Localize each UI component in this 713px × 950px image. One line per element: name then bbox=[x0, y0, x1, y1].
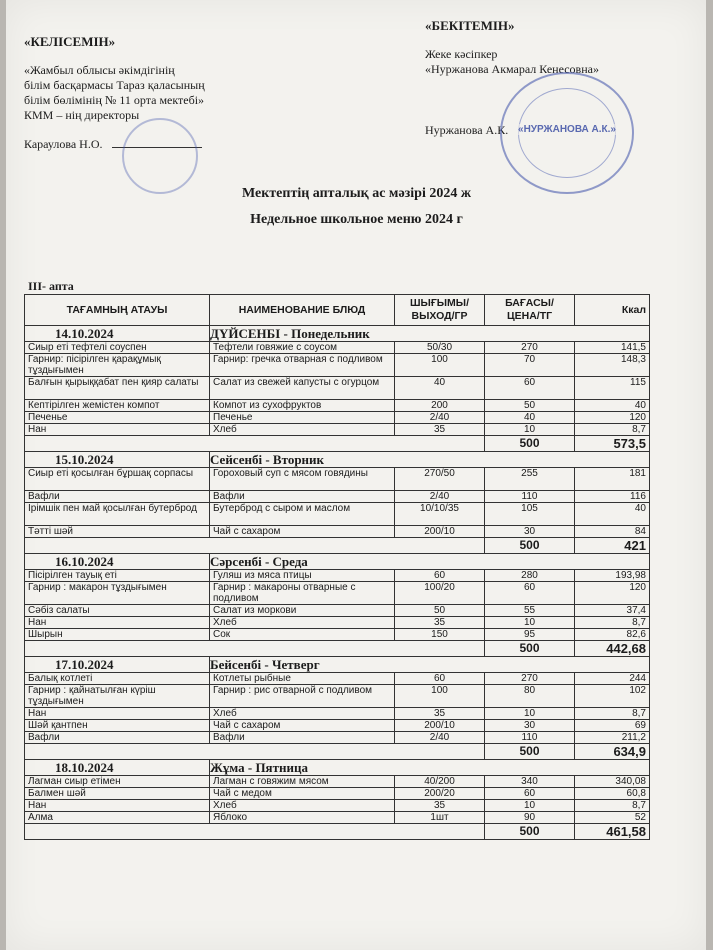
dish-kcal: 244 bbox=[575, 673, 650, 685]
dish-name-kz: Нан bbox=[25, 617, 210, 629]
total-price: 500 bbox=[485, 824, 575, 840]
dish-price: 60 bbox=[485, 788, 575, 800]
dish-name-ru: Хлеб bbox=[210, 800, 395, 812]
dish-name-kz: Сиыр еті қосылған бұршақ сорпасы bbox=[25, 468, 210, 491]
dish-output: 150 bbox=[395, 629, 485, 641]
dish-output: 200/10 bbox=[395, 526, 485, 538]
dish-output: 200/10 bbox=[395, 720, 485, 732]
dish-name-kz: Шырын bbox=[25, 629, 210, 641]
dish-price: 110 bbox=[485, 491, 575, 503]
dish-price: 10 bbox=[485, 708, 575, 720]
day-header-row bbox=[25, 326, 650, 342]
dish-name-kz: Ірімшік пен май қосылған бутерброд bbox=[25, 503, 210, 526]
table-row bbox=[25, 605, 650, 617]
table-row bbox=[25, 354, 650, 377]
dish-name-ru: Гарнир : макароны отварные с подливом bbox=[210, 582, 395, 605]
dish-name-ru: Салат из свежей капусты с огурцом bbox=[210, 377, 395, 400]
title-kazakh: Мектептің апталық ас мәзірі 2024 ж bbox=[241, 186, 471, 201]
left-org-line-1: «Жамбыл облысы әкімдігінің bbox=[24, 63, 175, 77]
dish-name-ru: Салат из моркови bbox=[210, 605, 395, 617]
total-price: 500 bbox=[485, 538, 575, 554]
left-org-line-4: КММ – нің директоры bbox=[24, 108, 140, 122]
dish-name-ru: Чай с сахаром bbox=[210, 720, 395, 732]
dish-output: 2/40 bbox=[395, 491, 485, 503]
day-name: Жұма - Пятница bbox=[210, 760, 650, 776]
dish-name-ru: Яблоко bbox=[210, 812, 395, 824]
dish-name-ru: Котлеты рыбные bbox=[210, 673, 395, 685]
total-price: 500 bbox=[485, 744, 575, 760]
dish-kcal: 8,7 bbox=[575, 424, 650, 436]
table-row bbox=[25, 377, 650, 400]
dish-kcal: 37,4 bbox=[575, 605, 650, 617]
dish-name-kz: Нан bbox=[25, 424, 210, 436]
dish-output: 35 bbox=[395, 800, 485, 812]
stamp-label: «НУРЖАНОВА А.К.» bbox=[512, 124, 622, 135]
day-total-row bbox=[25, 744, 650, 760]
dish-name-ru: Гарнир: гречка отварная с подливом bbox=[210, 354, 395, 377]
dish-name-kz: Вафли bbox=[25, 732, 210, 744]
dish-name-ru: Сок bbox=[210, 629, 395, 641]
table-row bbox=[25, 503, 650, 526]
dish-price: 340 bbox=[485, 776, 575, 788]
table-row bbox=[25, 400, 650, 412]
table-row bbox=[25, 812, 650, 824]
day-name: Сейсенбі - Вторник bbox=[210, 452, 650, 468]
table-row bbox=[25, 708, 650, 720]
header-name-ru: НАИМЕНОВАНИЕ БЛЮД bbox=[210, 295, 395, 326]
dish-kcal: 141,5 bbox=[575, 342, 650, 354]
dish-price: 10 bbox=[485, 424, 575, 436]
total-kcal: 573,5 bbox=[575, 436, 650, 452]
dish-name-kz: Нан bbox=[25, 708, 210, 720]
dish-kcal: 116 bbox=[575, 491, 650, 503]
total-empty bbox=[25, 824, 485, 840]
dish-name-ru: Компот из сухофруктов bbox=[210, 400, 395, 412]
dish-name-kz: Тәтті шәй bbox=[25, 526, 210, 538]
header-output: ШЫҒЫМЫ/ ВЫХОД/ГР bbox=[395, 295, 485, 326]
dish-output: 50/30 bbox=[395, 342, 485, 354]
total-kcal: 634,9 bbox=[575, 744, 650, 760]
total-price: 500 bbox=[485, 436, 575, 452]
table-row bbox=[25, 582, 650, 605]
table-row bbox=[25, 685, 650, 708]
day-date: 15.10.2024 bbox=[25, 452, 210, 468]
dish-output: 50 bbox=[395, 605, 485, 617]
dish-output: 60 bbox=[395, 673, 485, 685]
right-heading: «БЕКІТЕМІН» bbox=[425, 18, 515, 33]
dish-name-kz: Балық котлеті bbox=[25, 673, 210, 685]
dish-name-ru: Лагман с говяжим мясом bbox=[210, 776, 395, 788]
table-row bbox=[25, 673, 650, 685]
dish-name-kz: Шәй қантпен bbox=[25, 720, 210, 732]
dish-output: 270/50 bbox=[395, 468, 485, 491]
total-kcal: 421 bbox=[575, 538, 650, 554]
dish-name-ru: Чай с медом bbox=[210, 788, 395, 800]
dish-name-kz: Балғын қырыққабат пен қияр салаты bbox=[25, 377, 210, 400]
dish-output: 100 bbox=[395, 354, 485, 377]
day-date: 18.10.2024 bbox=[25, 760, 210, 776]
dish-name-ru: Хлеб bbox=[210, 617, 395, 629]
table-row bbox=[25, 776, 650, 788]
dish-price: 55 bbox=[485, 605, 575, 617]
dish-output: 35 bbox=[395, 708, 485, 720]
table-row bbox=[25, 570, 650, 582]
day-header-row bbox=[25, 760, 650, 776]
day-date: 14.10.2024 bbox=[25, 326, 210, 342]
table-row bbox=[25, 468, 650, 491]
dish-output: 1шт bbox=[395, 812, 485, 824]
dish-kcal: 193,98 bbox=[575, 570, 650, 582]
round-stamp-right bbox=[500, 72, 634, 194]
table-row bbox=[25, 800, 650, 812]
total-empty bbox=[25, 436, 485, 452]
dish-kcal: 84 bbox=[575, 526, 650, 538]
dish-output: 100 bbox=[395, 685, 485, 708]
dish-output: 100/20 bbox=[395, 582, 485, 605]
dish-name-kz: Сиыр еті тефтелі соуспен bbox=[25, 342, 210, 354]
dish-output: 200 bbox=[395, 400, 485, 412]
dish-name-kz: Балмен шәй bbox=[25, 788, 210, 800]
dish-price: 95 bbox=[485, 629, 575, 641]
table-row bbox=[25, 424, 650, 436]
dish-price: 110 bbox=[485, 732, 575, 744]
dish-name-kz: Лагман сиыр етімен bbox=[25, 776, 210, 788]
dish-kcal: 340,08 bbox=[575, 776, 650, 788]
day-header-row bbox=[25, 554, 650, 570]
dish-name-kz: Гарнир: пісірілген қарақұмық тұздығымен bbox=[25, 354, 210, 377]
dish-name-ru: Чай с сахаром bbox=[210, 526, 395, 538]
week-label: III- апта bbox=[28, 279, 74, 293]
dish-name-ru: Вафли bbox=[210, 732, 395, 744]
dish-name-kz: Сәбіз салаты bbox=[25, 605, 210, 617]
day-name: Сәрсенбі - Среда bbox=[210, 554, 650, 570]
table-row bbox=[25, 526, 650, 538]
dish-output: 200/20 bbox=[395, 788, 485, 800]
dish-price: 90 bbox=[485, 812, 575, 824]
day-name: Бейсенбі - Четверг bbox=[210, 657, 650, 673]
dish-output: 2/40 bbox=[395, 732, 485, 744]
dish-price: 10 bbox=[485, 617, 575, 629]
right-signer: Нуржанова А.К. bbox=[425, 123, 509, 137]
table-row bbox=[25, 491, 650, 503]
menu-table bbox=[24, 294, 650, 840]
dish-output: 40/200 bbox=[395, 776, 485, 788]
dish-kcal: 211,2 bbox=[575, 732, 650, 744]
dish-name-ru: Гороховый суп с мясом говядины bbox=[210, 468, 395, 491]
header-kcal: Ккал bbox=[575, 295, 650, 326]
table-row bbox=[25, 732, 650, 744]
dish-price: 80 bbox=[485, 685, 575, 708]
dish-price: 50 bbox=[485, 400, 575, 412]
dish-name-ru: Хлеб bbox=[210, 424, 395, 436]
dish-price: 270 bbox=[485, 673, 575, 685]
dish-output: 40 bbox=[395, 377, 485, 400]
total-empty bbox=[25, 744, 485, 760]
dish-kcal: 120 bbox=[575, 412, 650, 424]
dish-name-kz: Гарнир : макарон тұздығымен bbox=[25, 582, 210, 605]
dish-price: 10 bbox=[485, 800, 575, 812]
table-row bbox=[25, 720, 650, 732]
day-total-row bbox=[25, 824, 650, 840]
dish-kcal: 8,7 bbox=[575, 800, 650, 812]
menu-body bbox=[25, 326, 650, 840]
dish-name-ru: Гуляш из мяса птицы bbox=[210, 570, 395, 582]
title-russian: Недельное школьное меню 2024 г bbox=[250, 212, 463, 227]
dish-name-ru: Вафли bbox=[210, 491, 395, 503]
dish-name-kz: Нан bbox=[25, 800, 210, 812]
dish-kcal: 52 bbox=[575, 812, 650, 824]
dish-price: 30 bbox=[485, 720, 575, 732]
header-name-kz: ТАҒАМНЫҢ АТАУЫ bbox=[25, 295, 210, 326]
dish-kcal: 181 bbox=[575, 468, 650, 491]
dish-output: 60 bbox=[395, 570, 485, 582]
dish-name-kz: Пісірілген тауық еті bbox=[25, 570, 210, 582]
dish-output: 2/40 bbox=[395, 412, 485, 424]
table-row bbox=[25, 617, 650, 629]
dish-price: 70 bbox=[485, 354, 575, 377]
total-price: 500 bbox=[485, 641, 575, 657]
total-kcal: 442,68 bbox=[575, 641, 650, 657]
dish-price: 40 bbox=[485, 412, 575, 424]
right-line-1: Жеке кәсіпкер bbox=[425, 47, 498, 61]
table-row bbox=[25, 629, 650, 641]
dish-name-ru: Бутерброд с сыром и маслом bbox=[210, 503, 395, 526]
dish-name-kz: Алма bbox=[25, 812, 210, 824]
day-total-row bbox=[25, 538, 650, 554]
table-header-row bbox=[25, 295, 650, 326]
header-price: БАҒАСЫ/ ЦЕНА/ТГ bbox=[485, 295, 575, 326]
table-row bbox=[25, 342, 650, 354]
dish-kcal: 82,6 bbox=[575, 629, 650, 641]
dish-price: 60 bbox=[485, 377, 575, 400]
dish-name-kz: Вафли bbox=[25, 491, 210, 503]
dish-price: 255 bbox=[485, 468, 575, 491]
left-org-line-3: білім бөлімінің № 11 орта мектебі» bbox=[24, 93, 205, 107]
dish-kcal: 8,7 bbox=[575, 708, 650, 720]
day-total-row bbox=[25, 436, 650, 452]
dish-kcal: 102 bbox=[575, 685, 650, 708]
left-org-line-2: білім басқармасы Тараз қаласының bbox=[24, 78, 205, 92]
dish-price: 30 bbox=[485, 526, 575, 538]
table-row bbox=[25, 412, 650, 424]
dish-kcal: 8,7 bbox=[575, 617, 650, 629]
total-kcal: 461,58 bbox=[575, 824, 650, 840]
dish-price: 280 bbox=[485, 570, 575, 582]
total-empty bbox=[25, 538, 485, 554]
dish-name-kz: Кептірілген жемістен компот bbox=[25, 400, 210, 412]
dish-name-kz: Гарнир : қайнатылған күріш тұздығымен bbox=[25, 685, 210, 708]
day-header-row bbox=[25, 657, 650, 673]
dish-price: 270 bbox=[485, 342, 575, 354]
dish-kcal: 148,3 bbox=[575, 354, 650, 377]
dish-kcal: 40 bbox=[575, 400, 650, 412]
day-header-row bbox=[25, 452, 650, 468]
day-date: 17.10.2024 bbox=[25, 657, 210, 673]
dish-name-ru: Тефтели говяжие с соусом bbox=[210, 342, 395, 354]
dish-kcal: 40 bbox=[575, 503, 650, 526]
total-empty bbox=[25, 641, 485, 657]
dish-price: 60 bbox=[485, 582, 575, 605]
dish-kcal: 60,8 bbox=[575, 788, 650, 800]
dish-price: 105 bbox=[485, 503, 575, 526]
dish-kcal: 69 bbox=[575, 720, 650, 732]
dish-kcal: 120 bbox=[575, 582, 650, 605]
day-name: ДҮЙСЕНБІ - Понедельник bbox=[210, 326, 650, 342]
left-signer: Караулова Н.О. bbox=[24, 137, 103, 151]
right-line-2: «Нуржанова Акмарал Кенесовна» bbox=[425, 62, 599, 76]
left-heading: «КЕЛІСЕМІН» bbox=[24, 34, 116, 49]
round-stamp-left bbox=[122, 118, 198, 194]
dish-name-kz: Печенье bbox=[25, 412, 210, 424]
dish-output: 10/10/35 bbox=[395, 503, 485, 526]
dish-name-ru: Хлеб bbox=[210, 708, 395, 720]
dish-name-ru: Печенье bbox=[210, 412, 395, 424]
dish-output: 35 bbox=[395, 424, 485, 436]
dish-output: 35 bbox=[395, 617, 485, 629]
table-row bbox=[25, 788, 650, 800]
day-total-row bbox=[25, 641, 650, 657]
dish-kcal: 115 bbox=[575, 377, 650, 400]
day-date: 16.10.2024 bbox=[25, 554, 210, 570]
dish-name-ru: Гарнир : рис отварной с подливом bbox=[210, 685, 395, 708]
